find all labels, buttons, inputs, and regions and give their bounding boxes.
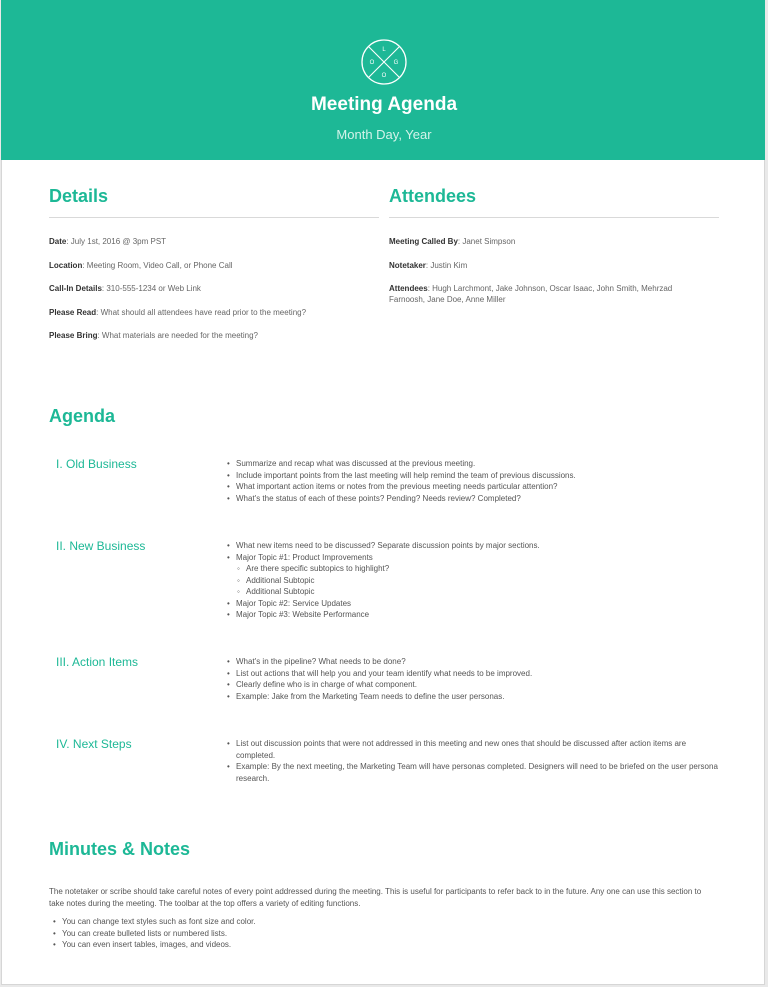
logo-letter-g: G	[393, 60, 399, 66]
minutes-list	[52, 916, 722, 951]
minutes-paragraph: The notetaker or scribe should take careful notes of every point addressed during the meeting. This is useful for participants to refer back to in the future. Any one can use this section to take notes during the meeting. The toolbar at the top offers a variety of editing functions.	[49, 887, 702, 908]
field-notetaker: Notetaker: Justin Kim	[389, 261, 468, 270]
list-item: • Example: Jake from the Marketing Team needs to define the user personas.	[236, 691, 726, 703]
list-item: • What's in the pipeline? What needs to be done?	[236, 656, 726, 668]
field-call-in: Call-In Details: 310-555-1234 or Web Link	[49, 284, 201, 293]
field-location: Location: Meeting Room, Video Call, or Phone Call	[49, 261, 233, 270]
list-item: • You can even insert tables, images, and videos.	[62, 939, 722, 951]
agenda-label-next-steps: IV. Next Steps	[56, 737, 132, 751]
list-item: • Major Topic #3: Website Performance	[236, 609, 726, 621]
list-item: • What's the status of each of these points? Pending? Needs review? Completed?	[236, 493, 726, 505]
details-heading: Details	[49, 186, 109, 206]
field-called-by: Meeting Called By: Janet Simpson	[389, 237, 516, 246]
agenda-label-new-business: II. New Business	[56, 539, 146, 553]
list-item: • What new items need to be discussed? Separate discussion points by major sections.	[236, 540, 726, 552]
list-subitem: ◦ Additional Subtopic	[236, 586, 726, 598]
list-item: • Clearly define who is in charge of what component.	[236, 679, 726, 691]
page-title: Meeting Agenda	[310, 94, 458, 115]
list-item: • What important action items or notes from the previous meeting needs particular attention?	[236, 481, 726, 493]
agenda-label-old-business: I. Old Business	[56, 457, 137, 471]
field-please-read: Please Read: What should all attendees have read prior to the meeting?	[49, 308, 307, 317]
attendees-rule	[389, 217, 719, 218]
new-business-list	[226, 540, 726, 621]
logo-letter-o2: O	[381, 73, 387, 79]
list-subitem: ◦ Additional Subtopic	[236, 575, 726, 587]
field-date: Date: July 1st, 2016 @ 3pm PST	[49, 237, 167, 246]
list-item: • Major Topic #1: Product Improvements	[236, 552, 726, 564]
minutes-heading: Minutes & Notes	[49, 839, 191, 859]
agenda-label-action-items: III. Action Items	[56, 655, 139, 669]
old-business-list	[226, 458, 726, 504]
next-steps-list	[226, 738, 726, 784]
details-rule	[49, 217, 379, 218]
list-item: • You can change text styles such as font size and color.	[62, 916, 722, 928]
field-please-bring: Please Bring: What materials are needed for the meeting?	[49, 331, 258, 340]
logo	[360, 38, 408, 86]
list-item: • List out discussion points that were not addressed in this meeting and new ones that should be discussed after action items are completed.	[236, 738, 726, 761]
list-item: • Summarize and recap what was discussed at the previous meeting.	[236, 458, 726, 470]
list-item: • List out actions that will help you and your team identify what needs to be improved.	[236, 668, 726, 680]
list-item: • Example: By the next meeting, the Marketing Team will have personas completed. Designers will need to be briefed on the user persona research.	[236, 761, 726, 784]
attendees-heading: Attendees	[389, 186, 477, 206]
list-item: • Major Topic #2: Service Updates	[236, 598, 726, 610]
logo-letter-o: O	[369, 60, 375, 66]
agenda-heading: Agenda	[49, 406, 116, 426]
list-subitem: ◦ Are there specific subtopics to highlight?	[236, 563, 726, 575]
list-item: • Include important points from the last meeting will help remind the team of previous discussions.	[236, 470, 726, 482]
field-attendees: Attendees: Hugh Larchmont, Jake Johnson, Oscar Isaac, John Smith, Mehrzad Farnoosh, Jane Doe, Anne Miller	[389, 284, 673, 304]
logo-letter-l: L	[382, 47, 386, 53]
page-subtitle: Month Day, Year	[336, 127, 432, 142]
list-item: • You can create bulleted lists or numbered lists.	[62, 928, 722, 940]
action-items-list	[226, 656, 726, 702]
